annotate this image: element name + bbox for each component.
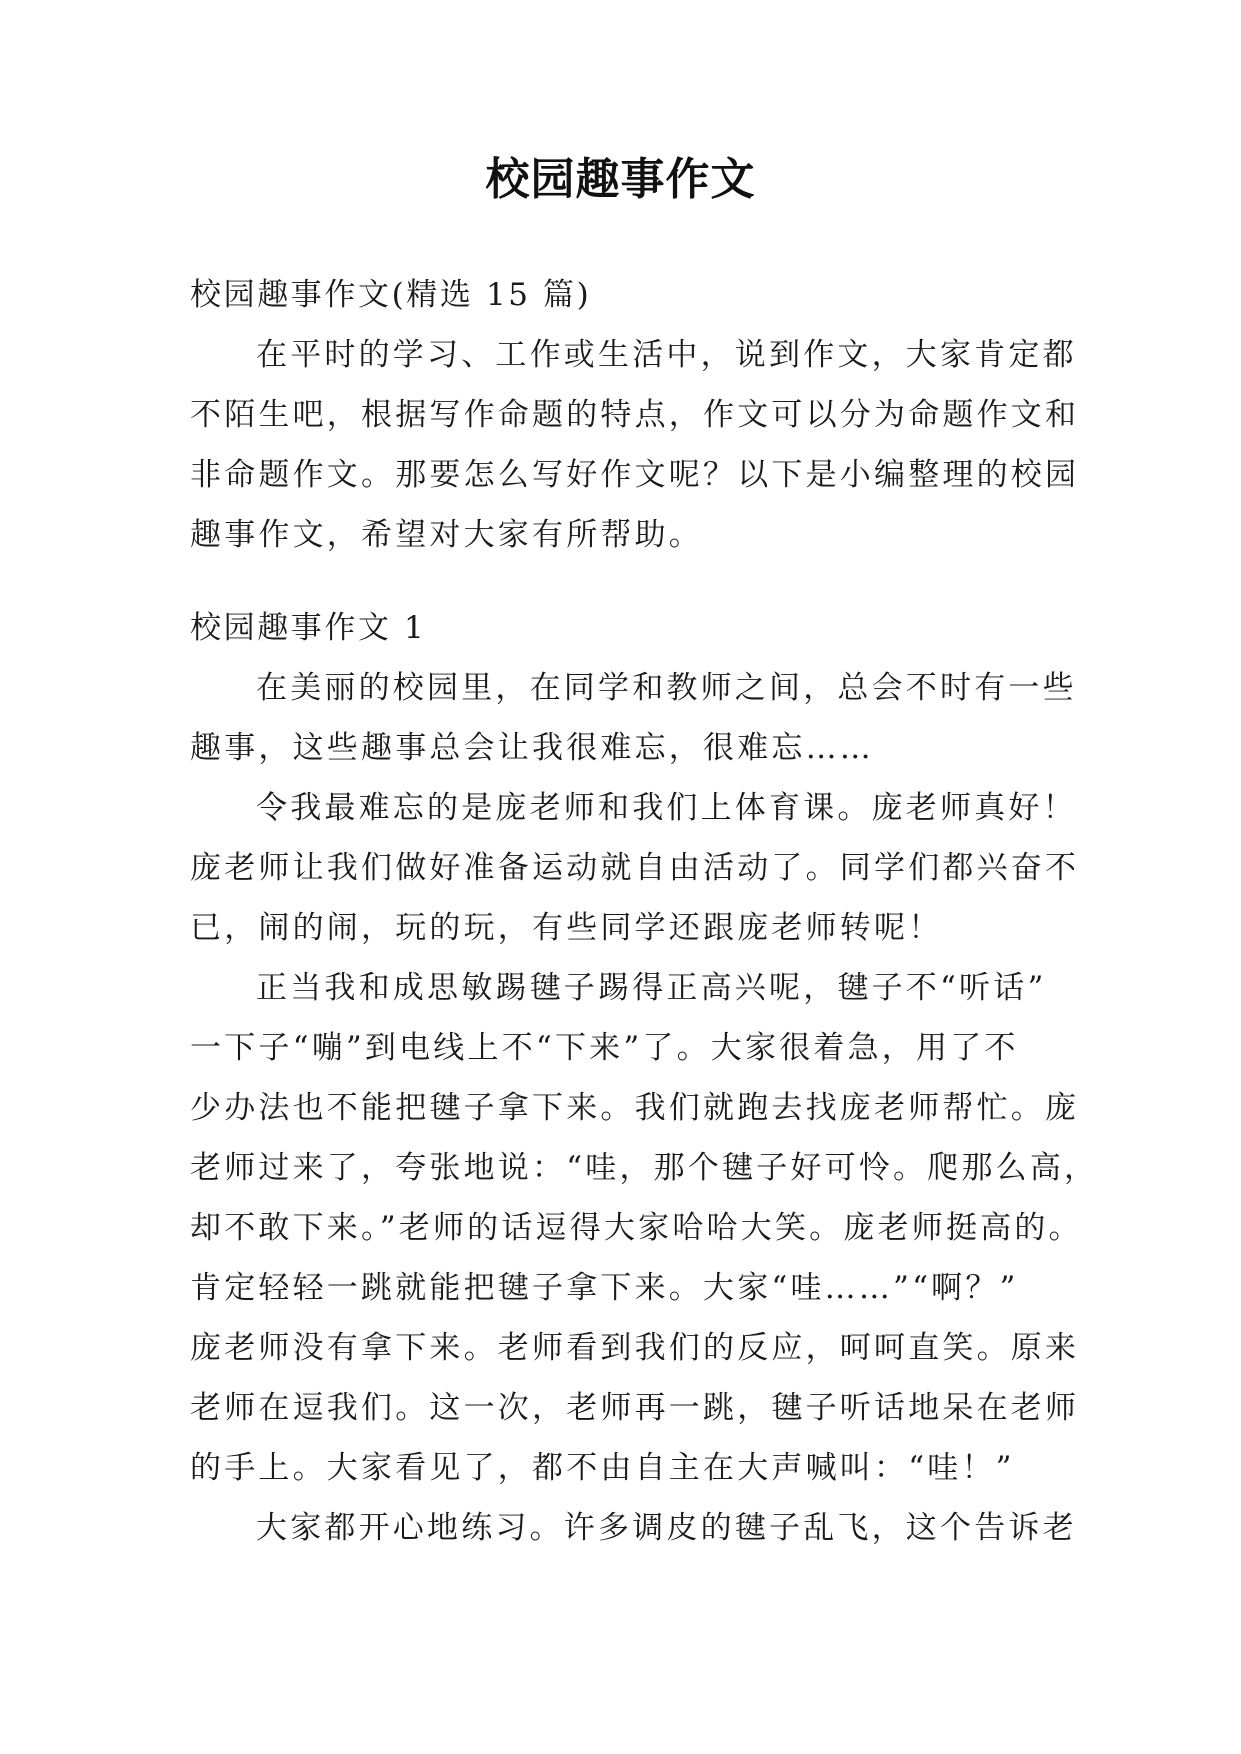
essay-heading: 校园趣事作文 1 — [190, 610, 427, 646]
paragraph-line: 一下子“嘣”到电线上不“下来”了。大家很着急，用了不 — [190, 1030, 1019, 1066]
section-gap — [190, 565, 1060, 598]
paragraph-line: 大家都开心地练习。许多调皮的毽子乱飞，这个告诉老 — [256, 1510, 1077, 1546]
intro-line: 不陌生吧，根据写作命题的特点，作文可以分为命题作文和 — [190, 397, 1080, 433]
paragraph-line: 已，闹的闹，玩的玩，有些同学还跟庞老师转呢！ — [190, 910, 943, 946]
paragraph-line: 少办法也不能把毽子拿下来。我们就跑去找庞老师帮忙。庞 — [190, 1090, 1080, 1126]
document-title: 校园趣事作文 — [485, 154, 756, 205]
intro-line: 在平时的学习、工作或生活中，说到作文，大家肯定都 — [256, 337, 1077, 373]
paragraph-line: 令我最难忘的是庞老师和我们上体育课。庞老师真好！ — [256, 790, 1077, 826]
paragraph-line: 肯定轻轻一跳就能把毽子拿下来。大家“哇……”“啊？” — [190, 1270, 1019, 1306]
paragraph-line: 在美丽的校园里，在同学和教师之间，总会不时有一些 — [256, 670, 1077, 706]
paragraph-line: 正当我和成思敏踢毽子踢得正高兴呢，毽子不“听话” — [256, 970, 1047, 1006]
paragraph-line: 老师在逗我们。这一次，老师再一跳，毽子听话地呆在老师 — [190, 1390, 1080, 1426]
paragraph-line: 庞老师没有拿下来。老师看到我们的反应，呵呵直笑。原来 — [190, 1330, 1080, 1366]
document-body — [190, 265, 1099, 1558]
paragraph-line: 的手上。大家看见了，都不由自主在大声喊叫：“哇！” — [190, 1450, 1015, 1486]
intro-line: 趣事作文，希望对大家有所帮助。 — [190, 517, 703, 553]
intro-line: 非命题作文。那要怎么写好作文呢？以下是小编整理的校园 — [190, 457, 1080, 493]
collection-subtitle: 校园趣事作文(精选 15 篇) — [190, 277, 592, 313]
paragraph-line: 老师过来了，夸张地说：“哇，那个毽子好可怜。爬那么高， — [190, 1150, 1099, 1186]
paragraph-line: 趣事，这些趣事总会让我很难忘，很难忘…… — [190, 730, 874, 766]
paragraph-line: 却不敢下来。”老师的话逗得大家哈哈大笑。庞老师挺高的。 — [190, 1210, 1083, 1246]
paragraph-line: 庞老师让我们做好准备运动就自由活动了。同学们都兴奋不 — [190, 850, 1080, 886]
